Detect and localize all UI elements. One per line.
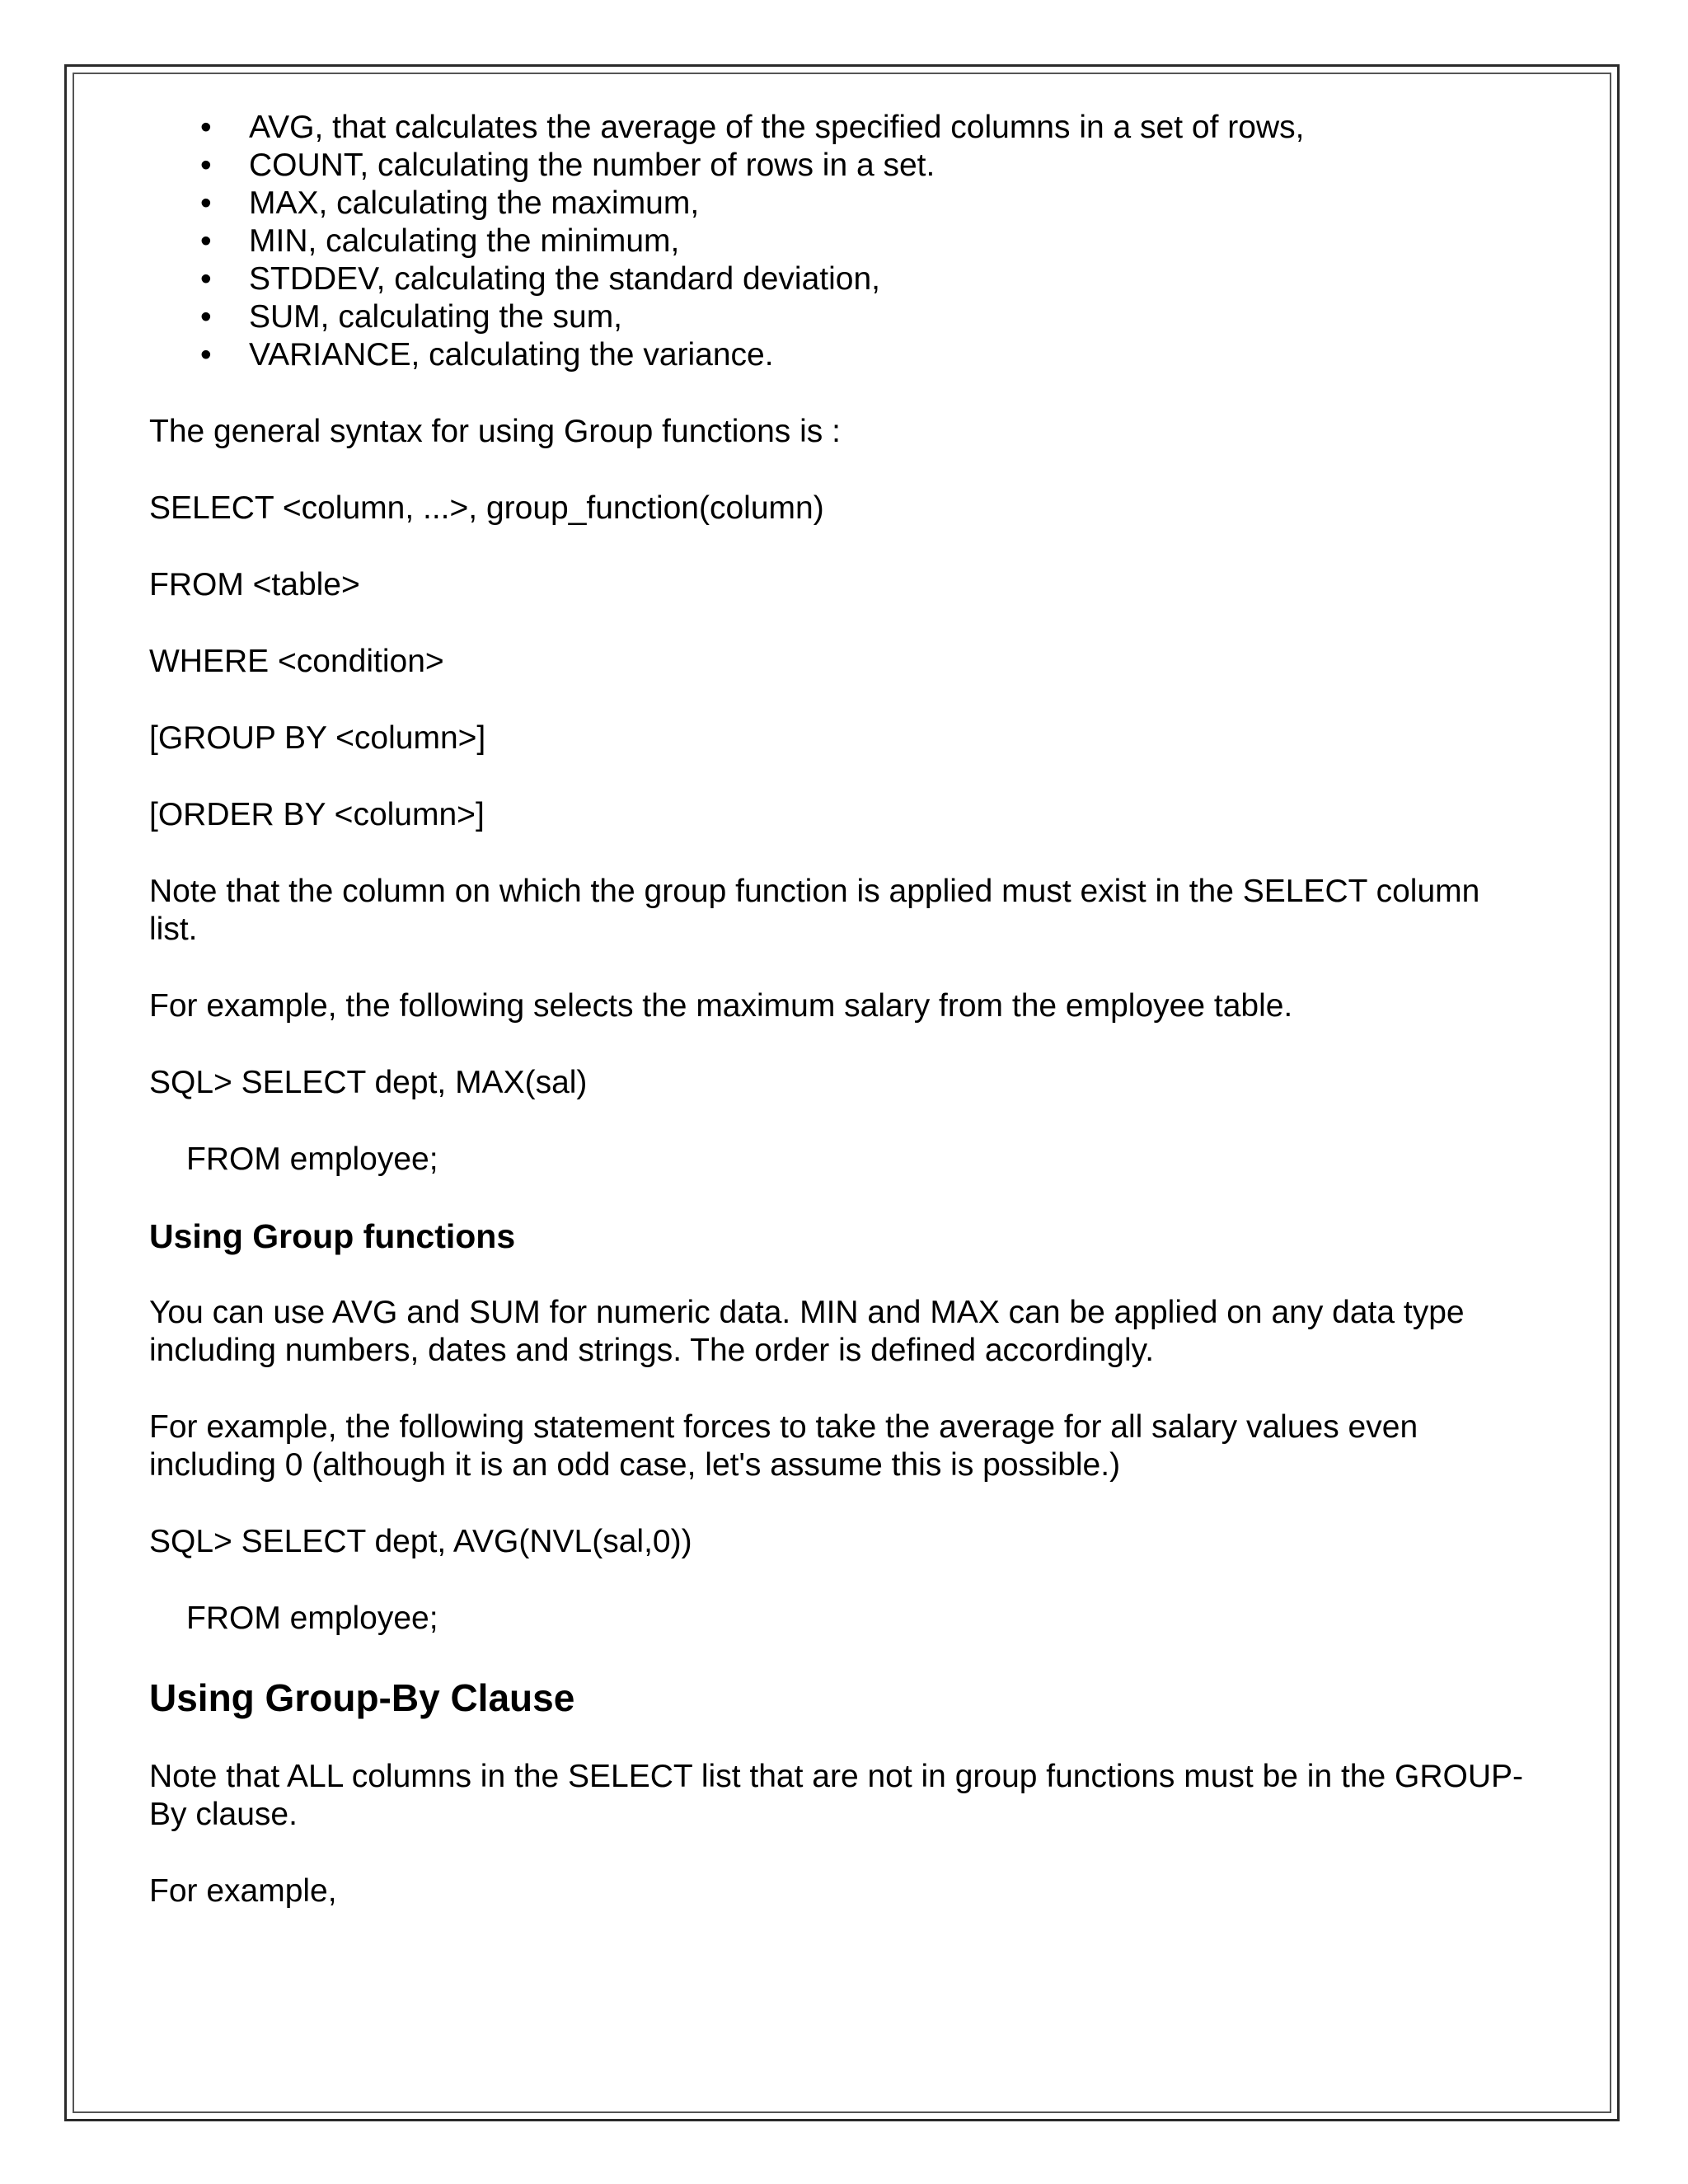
list-item-text: MAX, calculating the maximum, bbox=[249, 185, 700, 221]
list-item bbox=[149, 109, 1534, 147]
syntax-from-line: FROM <table> bbox=[149, 567, 360, 602]
syntax-group-by-line: [GROUP BY <column>] bbox=[149, 720, 486, 756]
syntax-where-line: WHERE <condition> bbox=[149, 644, 444, 679]
list-item-text: AVG, that calculates the average of the specified columns in a set of rows, bbox=[249, 110, 1305, 145]
bullet-icon: • bbox=[200, 261, 212, 297]
syntax-order-by-line: [ORDER BY <column>] bbox=[149, 797, 485, 832]
using-group-functions-heading: Using Group functions bbox=[149, 1217, 516, 1255]
numeric-data-paragraph: You can use AVG and SUM for numeric data. MIN and MAX can be applied on any data type including numbers, dates and strings. The order is defined accordingly. bbox=[149, 1295, 1465, 1368]
document-content bbox=[149, 109, 1534, 1910]
list-item-text: VARIANCE, calculating the variance. bbox=[249, 337, 774, 373]
max-example-code-line1: SQL> SELECT dept, MAX(sal) bbox=[149, 1065, 588, 1100]
max-example-code-line2: FROM employee; bbox=[186, 1141, 438, 1177]
max-example-intro: For example, the following selects the maximum salary from the employee table. bbox=[149, 988, 1293, 1024]
bullet-icon: • bbox=[200, 148, 212, 183]
list-item-text: SUM, calculating the sum, bbox=[249, 299, 623, 335]
syntax-select-line: SELECT <column, ...>, group_function(column) bbox=[149, 490, 824, 526]
avg-example-intro: For example, the following statement forces to take the average for all salary values even including 0 (although it is an odd case, let's assume this is possible.) bbox=[149, 1409, 1418, 1483]
list-item-text: MIN, calculating the minimum, bbox=[249, 223, 680, 259]
list-item bbox=[149, 260, 1534, 298]
list-item bbox=[149, 298, 1534, 336]
for-example-text: For example, bbox=[149, 1873, 337, 1909]
group-by-note: Note that ALL columns in the SELECT list that are not in group functions must be in the GROUP-By clause. bbox=[149, 1759, 1524, 1832]
list-item bbox=[149, 223, 1534, 260]
group-by-clause-heading: Using Group-By Clause bbox=[149, 1676, 575, 1719]
bullet-icon: • bbox=[200, 299, 212, 335]
avg-example-code-line1: SQL> SELECT dept, AVG(NVL(sal,0)) bbox=[149, 1524, 692, 1559]
avg-example-code-line2: FROM employee; bbox=[186, 1601, 438, 1636]
syntax-intro: The general syntax for using Group functions is : bbox=[149, 414, 841, 449]
list-item bbox=[149, 185, 1534, 223]
list-item bbox=[149, 336, 1534, 374]
bullet-icon: • bbox=[200, 223, 212, 259]
list-item bbox=[149, 147, 1534, 185]
bullet-icon: • bbox=[200, 185, 212, 221]
bullet-icon: • bbox=[200, 337, 212, 373]
list-item-text: STDDEV, calculating the standard deviation, bbox=[249, 261, 881, 297]
select-list-note: Note that the column on which the group function is applied must exist in the SELECT column list. bbox=[149, 874, 1480, 947]
group-functions-list bbox=[149, 109, 1534, 374]
bullet-icon: • bbox=[200, 110, 212, 145]
list-item-text: COUNT, calculating the number of rows in a set. bbox=[249, 148, 935, 183]
